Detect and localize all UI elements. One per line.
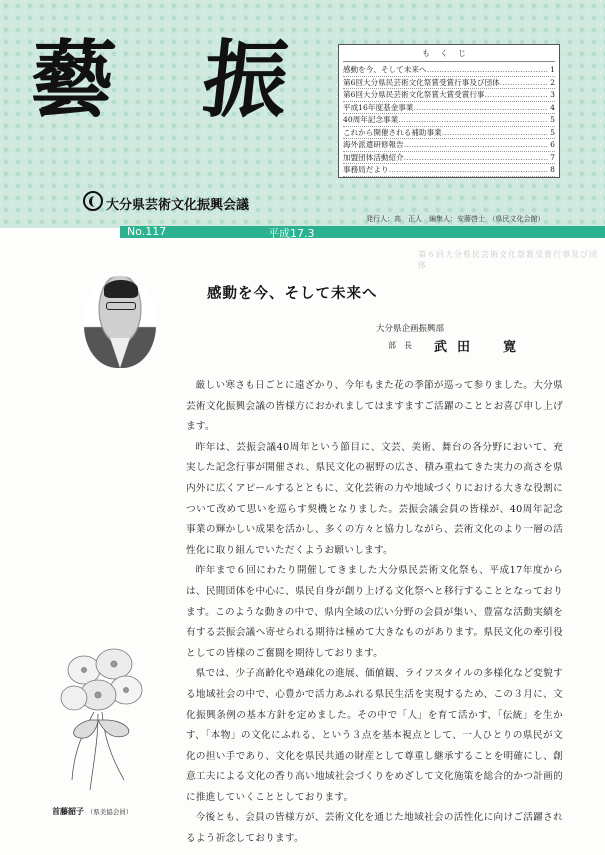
- toc-item-title: 感動を今、そして未来へ: [343, 65, 427, 74]
- toc-item-title: 平成16年度基金事業: [343, 102, 414, 112]
- toc-item: [343, 114, 555, 127]
- toc-item: [343, 89, 555, 102]
- toc-item-title: 第6回大分県民芸術文化祭賞大賞受賞行事: [343, 90, 485, 99]
- toc-item-title: 加盟団体活動紹介: [343, 152, 404, 162]
- caption-name: 首藤韶子: [52, 806, 84, 816]
- article-title: 感動を今、そして未来へ: [207, 285, 378, 302]
- illustration-caption: [52, 806, 132, 817]
- masthead-title: 藝 振: [24, 30, 323, 129]
- paragraph: 県では、少子高齢化や過疎化の進展、価値観、ライフスタイルの多様化など変貌する地域社会の中で、心豊かで活力あふれる県民生活を実現するため、この３月に、文化振興条例の基本方針を定めました。その中で「人」を育て活かす、「伝統」を生かす、「本物」の文化にふれる、という３点を基本視点として、一人ひとりの県民が文化の担い手であり、文化を県民共通の財産として尊重し継承することを明確にし、創意工夫による文化の香り高い地域社会づくりをめざして文化施策を総合的かつ計画的に推進していくこととしております。: [186, 668, 563, 803]
- toc-item-page: 2: [550, 77, 555, 87]
- toc-item-page: 6: [550, 140, 555, 149]
- org-name: 大分県芸術文化振興会議: [106, 198, 250, 213]
- toc-title: もくじ: [343, 48, 555, 62]
- issue-number: No.117: [127, 225, 167, 238]
- article-body: [186, 376, 563, 850]
- toc-item-title: これから開催される補助事業: [343, 127, 442, 137]
- toc-item: [343, 164, 555, 177]
- toc-item: [343, 77, 555, 90]
- toc-item-page: 7: [550, 152, 555, 162]
- toc-leader: [427, 64, 549, 76]
- toc-item: [343, 102, 555, 115]
- paragraph: 昨年まで６回にわたり開催してきました大分県民芸術文化祭も、平成17年度からは、民間団体を中心に、県民自身が創り上げる文化祭へと移行することとなっております。このような動きの中で、県内全域の広い分野の会員が集い、豊富な活動実績を有する芸振会議へ寄せられる期待は極めて大きなものがあります。県民文化の牽引役としての皆様のご奮闘を期待しております。: [186, 565, 563, 659]
- toc-item-page: 4: [550, 102, 555, 112]
- toc-item-page: 1: [550, 65, 555, 74]
- flower-bouquet-illustration: [54, 640, 152, 800]
- issue-date: 平成17.3: [268, 227, 315, 240]
- toc-item: [343, 139, 555, 152]
- toc-item-page: 5: [550, 127, 555, 137]
- toc-leader: [500, 77, 548, 89]
- toc-item-page: 3: [550, 90, 555, 99]
- toc-item-title: 海外派遣研修報告: [343, 140, 404, 149]
- toc-leader: [404, 152, 548, 164]
- toc-item-page: 8: [550, 165, 555, 174]
- toc-leader: [404, 139, 548, 151]
- toc-item-title: 事務局だより: [343, 165, 389, 174]
- toc-leader: [413, 102, 548, 114]
- toc-leader: [398, 114, 548, 126]
- publisher-line: 発行人：高 正人 編集人：安藤啓士 （県民文化会館）: [366, 215, 545, 223]
- toc-leader: [389, 164, 549, 176]
- bleed-through-text: 第６回大分県民芸術文化祭賞受賞行事及び団体: [418, 250, 598, 270]
- author-photo: [84, 276, 156, 368]
- toc-leader: [485, 89, 549, 101]
- author-position: 部 長: [388, 341, 412, 350]
- toc-leader: [442, 127, 548, 139]
- toc-item: [343, 152, 555, 165]
- paragraph: 昨年は、芸振会議40周年という節目に、文芸、美術、舞台の各分野において、充実した記念行事が開催され、県民文化の裾野の広さ、積み重ねてきた実力の高さを県内外に広くアピールするとともに、文化芸術の力や地域づくりにおける大きな役割について改めて思いを巡らす契機となりました。芸振会議会員の皆様が、40周年記念事業の輝かしい成果を活かし、多くの方々と協力しながら、芸術文化のより一層の活性化に取り組んでいただくようお願いします。: [186, 441, 563, 556]
- org-logo-icon: [83, 191, 103, 211]
- toc-item-title: 第6回大分県民芸術文化祭賞受賞行事及び団体: [343, 77, 500, 87]
- paragraph: 厳しい寒さも日ごとに遠ざかり、今年もまた花の季節が巡って参りました。大分県芸術文化振興会議の皆様方におかれましてはますますご活躍のこととお喜び申し上げます。: [186, 380, 563, 433]
- toc-list: [343, 64, 555, 177]
- author-department: 大分県企画振興部: [376, 324, 445, 334]
- caption-note: （県美協会員）: [86, 808, 133, 816]
- author-name: 武田 寛: [434, 340, 527, 355]
- toc-item: [343, 64, 555, 77]
- issue-bar: [120, 226, 605, 238]
- toc-item-page: 5: [550, 115, 555, 124]
- toc-item-title: 40周年記念事業: [343, 115, 399, 124]
- paragraph: 今後とも、会員の皆様方が、芸術文化を通じた地域社会の活性化に向けご活躍されるよう祈念しております。: [186, 812, 563, 845]
- toc-item: [343, 127, 555, 140]
- table-of-contents: [338, 44, 560, 178]
